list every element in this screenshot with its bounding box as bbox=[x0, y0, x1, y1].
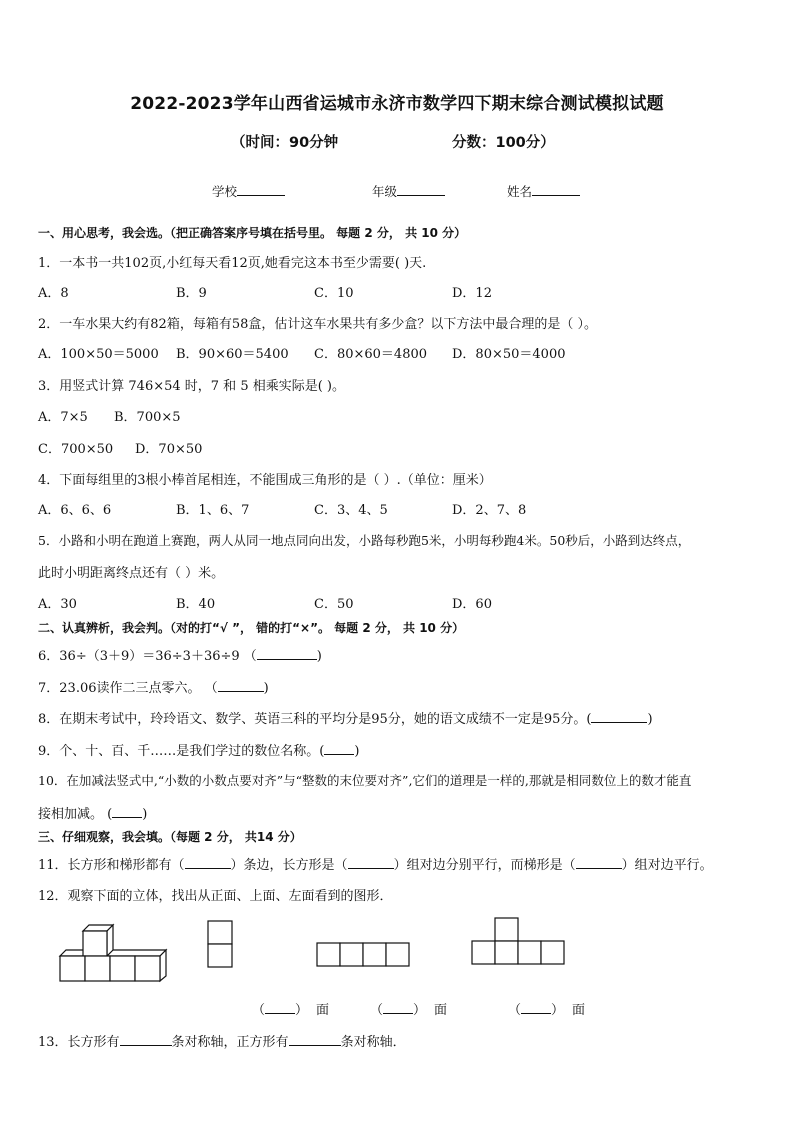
q8-answer-blank[interactable] bbox=[591, 722, 647, 723]
question-11 bbox=[38, 854, 713, 873]
q12-open-1: （ bbox=[252, 1003, 266, 1018]
q1-option-c: C．10 bbox=[314, 286, 354, 301]
q11-text-a: 11．长方形和梯形都有（ bbox=[38, 858, 185, 873]
view2-square-4 bbox=[386, 943, 409, 966]
q9-answer-blank[interactable] bbox=[324, 754, 354, 755]
q1-option-a: A．8 bbox=[38, 286, 69, 301]
q11-blank-1[interactable] bbox=[185, 868, 231, 869]
q10-answer-blank[interactable] bbox=[112, 817, 142, 818]
q10-text: 接相加减。 ( bbox=[38, 807, 113, 822]
school-blank[interactable] bbox=[237, 183, 285, 196]
solid-cube-4 bbox=[135, 956, 160, 981]
section-3-heading: 三、仔细观察，我会填。（每题 2 分， 共14 分） bbox=[38, 830, 302, 844]
q12-label-3: 面 bbox=[572, 1003, 586, 1018]
view1-square-top bbox=[208, 921, 232, 944]
q12-open-3: （ bbox=[508, 1003, 522, 1018]
name-field[interactable] bbox=[507, 182, 580, 200]
question-12: 12．观察下面的立体，找出从正面、上面、左面看到的图形． bbox=[38, 889, 393, 904]
solid-cube-1 bbox=[60, 956, 85, 981]
q11-blank-2[interactable] bbox=[348, 868, 394, 869]
q1-option-d: D．12 bbox=[452, 286, 492, 301]
q3-option-a: A．7×5 bbox=[38, 410, 88, 425]
q12-open-2: （ bbox=[370, 1003, 384, 1018]
q8-close-paren: ) bbox=[647, 712, 653, 727]
grade-blank[interactable] bbox=[397, 183, 445, 196]
q9-text: 9．个、十、百、千……是我们学过的数位名称。( bbox=[38, 744, 325, 759]
question-9 bbox=[38, 740, 359, 759]
q3-option-c: C．700×50 bbox=[38, 442, 114, 457]
q8-text: 8．在期末考试中，玲玲语文、数学、英语三科的平均分是95分，她的语文成绩不一定是95分。( bbox=[38, 712, 592, 727]
exam-score: 分数：100分） bbox=[452, 135, 555, 151]
q2-option-a: A．100×50＝5000 bbox=[38, 347, 159, 362]
q13-text-c: 条对称轴． bbox=[340, 1035, 406, 1050]
q3-option-d: D．70×50 bbox=[135, 442, 203, 457]
solid-right-face bbox=[160, 950, 166, 981]
q10-close-paren: ) bbox=[142, 807, 148, 822]
q12-close-1: ） bbox=[295, 1003, 309, 1018]
q11-text-b: ）条边，长方形是（ bbox=[230, 858, 348, 873]
q4-option-a: A．6、6、6 bbox=[38, 503, 112, 518]
q12-blank-1[interactable] bbox=[265, 1013, 295, 1014]
question-5-line-2: 此时小明距离终点还有（ ）米。 bbox=[38, 566, 225, 581]
solid-top-face bbox=[60, 950, 166, 956]
grade-label: 年级 bbox=[372, 184, 398, 199]
view3-square-top bbox=[495, 918, 518, 941]
view-figure-3 bbox=[472, 917, 568, 965]
question-13 bbox=[38, 1031, 406, 1050]
question-1: 1．一本书一共102页,小红每天看12页,她看完这本书至少需要( )天. bbox=[38, 256, 427, 271]
question-10-line-2 bbox=[38, 803, 147, 822]
q12-answer-1 bbox=[252, 999, 329, 1018]
q6-answer-blank[interactable] bbox=[257, 659, 317, 660]
q12-label-2: 面 bbox=[434, 1003, 448, 1018]
view-figure-2 bbox=[316, 942, 412, 968]
q3-option-b: B．700×5 bbox=[114, 410, 181, 425]
q6-text: 6．36÷（3＋9）＝36÷3＋36÷9 （ bbox=[38, 649, 257, 664]
question-3: 3．用竖式计算 746×54 时，7 和 5 相乘实际是( )。 bbox=[38, 379, 345, 394]
q13-blank-2[interactable] bbox=[289, 1045, 341, 1046]
q5-option-a: A．30 bbox=[38, 597, 77, 612]
view2-square-1 bbox=[317, 943, 340, 966]
q2-option-b: B．90×60＝5400 bbox=[176, 347, 289, 362]
view2-square-2 bbox=[340, 943, 363, 966]
q11-text-c: ）组对边分别平行，而梯形是（ bbox=[393, 858, 576, 873]
solid-cube-2 bbox=[85, 956, 110, 981]
q4-option-d: D．2、7、8 bbox=[452, 503, 527, 518]
q1-option-b: B．9 bbox=[176, 286, 207, 301]
question-2: 2．一车水果大约有82箱，每箱有58盒，估计这车水果共有多少盒？以下方法中最合理的是（ ）。 bbox=[38, 317, 597, 332]
grade-field[interactable] bbox=[372, 182, 445, 200]
q6-close-paren: ) bbox=[316, 649, 322, 664]
q13-text-b: 条对称轴，正方形有 bbox=[171, 1035, 289, 1050]
q7-close-paren: ) bbox=[263, 681, 269, 696]
view3-square-4 bbox=[541, 941, 564, 964]
q12-answer-3 bbox=[508, 999, 585, 1018]
q2-option-c: C．80×60＝4800 bbox=[314, 347, 428, 362]
section-1-heading: 一、用心思考，我会选。（把正确答案序号填在括号里。 每题 2 分， 共 10 分） bbox=[38, 226, 467, 240]
q12-answer-2 bbox=[370, 999, 447, 1018]
q12-label-1: 面 bbox=[316, 1003, 330, 1018]
school-label: 学校 bbox=[212, 184, 238, 199]
q13-text-a: 13．长方形有 bbox=[38, 1035, 120, 1050]
question-8 bbox=[38, 708, 653, 727]
q5-option-c: C．50 bbox=[314, 597, 354, 612]
q7-text: 7．23.06读作二三点零六。 （ bbox=[38, 681, 218, 696]
question-10-line-1: 10．在加减法竖式中,“小数的小数点要对齐”与“整数的末位要对齐”,它们的道理是一样的,那就是相同数位上的数才能直 bbox=[38, 773, 692, 788]
question-7 bbox=[38, 677, 269, 696]
question-5-line-1: 5．小路和小明在跑道上赛跑，两人从同一地点同向出发，小路每秒跑5米，小明每秒跑4米。50秒后，小路到达终点， bbox=[38, 533, 691, 548]
q13-blank-1[interactable] bbox=[120, 1045, 172, 1046]
q5-option-d: D．60 bbox=[452, 597, 492, 612]
q11-text-d: ）组对边平行。 bbox=[621, 858, 713, 873]
exam-time: （时间：90分钟 bbox=[231, 135, 339, 151]
name-label: 姓名 bbox=[507, 184, 533, 199]
q5-option-b: B．40 bbox=[176, 597, 216, 612]
q12-blank-2[interactable] bbox=[383, 1013, 413, 1014]
section-2-heading: 二、认真辨析，我会判。（对的打“√ ”， 错的打“×”。 每题 2 分， 共 10 分） bbox=[38, 621, 465, 635]
q4-option-b: B．1、6、7 bbox=[176, 503, 250, 518]
view2-square-3 bbox=[363, 943, 386, 966]
q12-close-2: ） bbox=[413, 1003, 427, 1018]
q7-answer-blank[interactable] bbox=[218, 691, 264, 692]
question-4: 4．下面每组里的3根小棒首尾相连，不能围成三角形的是（ ）.（单位：厘米） bbox=[38, 473, 492, 488]
view1-square-bottom bbox=[208, 944, 232, 967]
view3-square-3 bbox=[518, 941, 541, 964]
name-blank[interactable] bbox=[532, 183, 580, 196]
solid-cube-3 bbox=[110, 956, 135, 981]
q2-option-d: D．80×50＝4000 bbox=[452, 347, 566, 362]
school-field[interactable] bbox=[212, 182, 285, 200]
q12-close-3: ） bbox=[551, 1003, 565, 1018]
solid-top-cube-front bbox=[83, 931, 107, 956]
q4-option-c: C．3、4、5 bbox=[314, 503, 388, 518]
solid-top-cube-side bbox=[107, 925, 113, 956]
question-6 bbox=[38, 645, 322, 664]
view-figure-1 bbox=[206, 919, 234, 969]
view3-square-2 bbox=[495, 941, 518, 964]
view3-square-1 bbox=[472, 941, 495, 964]
page-title: 2022-2023学年山西省运城市永济市数学四下期末综合测试模拟试题 bbox=[130, 94, 664, 114]
solid-figure bbox=[56, 924, 168, 982]
q11-blank-3[interactable] bbox=[576, 868, 622, 869]
q12-blank-3[interactable] bbox=[521, 1013, 551, 1014]
q9-close-paren: ) bbox=[354, 744, 360, 759]
